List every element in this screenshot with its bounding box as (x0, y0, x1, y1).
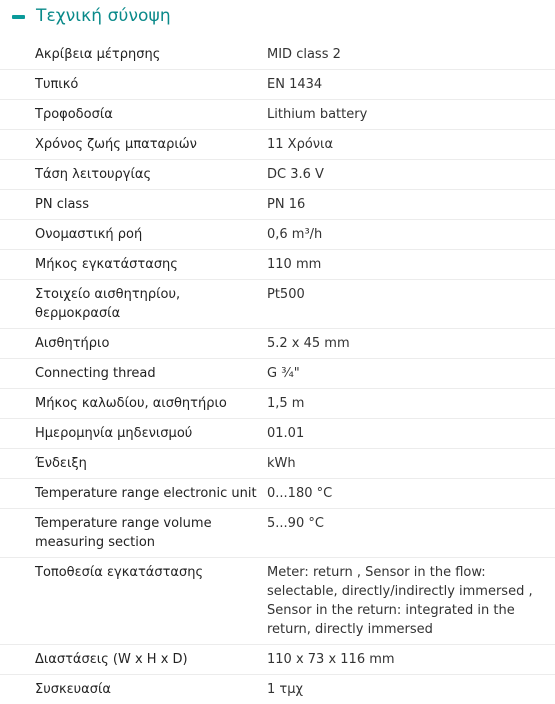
spec-label: Ακρίβεια μέτρησης (35, 47, 161, 62)
spec-value: 110 x 73 x 116 mm (267, 652, 395, 667)
spec-label: Τάση λειτουργίας (35, 167, 152, 182)
spec-row (0, 558, 555, 645)
spec-row (0, 509, 555, 558)
spec-label: Συσκευασία (35, 682, 111, 697)
spec-label: Στοιχείο αισθητηρίου, θερμοκρασία (35, 287, 181, 321)
spec-row (0, 479, 555, 509)
spec-row (0, 419, 555, 449)
spec-label: Temperature range volume measuring section (35, 516, 212, 550)
spec-row (0, 645, 555, 675)
spec-label: Μήκος καλωδίου, αισθητήριο (35, 396, 227, 411)
spec-value: MID class 2 (267, 47, 341, 62)
spec-value: 1 τμχ (267, 682, 304, 697)
spec-value: 0...180 °C (267, 486, 333, 501)
spec-value: Pt500 (267, 287, 305, 302)
spec-label: Τοποθεσία εγκατάστασης (35, 565, 204, 580)
spec-label: Τυπικό (35, 77, 79, 92)
spec-row (0, 130, 555, 160)
spec-label: Ένδειξη (35, 456, 87, 471)
spec-row (0, 329, 555, 359)
minus-icon[interactable] (12, 15, 25, 19)
spec-row (0, 389, 555, 419)
spec-row (0, 160, 555, 190)
spec-value: 01.01 (267, 426, 305, 441)
spec-row (0, 100, 555, 130)
spec-value: G ¾" (267, 366, 300, 381)
spec-value: 110 mm (267, 257, 322, 272)
spec-value: 11 Χρόνια (267, 137, 334, 152)
spec-label: Ημερομηνία μηδενισμού (35, 426, 193, 441)
spec-label: Μήκος εγκατάστασης (35, 257, 178, 272)
spec-label: Temperature range electronic unit (35, 486, 257, 501)
spec-value: 5...90 °C (267, 516, 324, 531)
spec-value: 5.2 x 45 mm (267, 336, 350, 351)
spec-row (0, 40, 555, 70)
spec-value: Lithium battery (267, 107, 368, 122)
spec-label: Αισθητήριο (35, 336, 110, 351)
specs-table (0, 40, 555, 704)
technical-summary-header[interactable] (0, 0, 555, 34)
spec-label: Διαστάσεις (W x H x D) (35, 652, 188, 667)
spec-label: Ονομαστική ροή (35, 227, 143, 242)
spec-value: Meter: return , Sensor in the flow: selectable, directly/indirectly immersed , Sensor in the return: integrated in the return, directly immersed (267, 565, 533, 637)
spec-row (0, 250, 555, 280)
spec-label: Χρόνος ζωής μπαταριών (35, 137, 197, 152)
spec-label: Connecting thread (35, 366, 156, 381)
spec-row (0, 190, 555, 220)
spec-row (0, 675, 555, 704)
spec-row (0, 70, 555, 100)
spec-row (0, 220, 555, 250)
spec-value: kWh (267, 456, 296, 471)
spec-value: PN 16 (267, 197, 306, 212)
spec-row (0, 280, 555, 329)
spec-value: DC 3.6 V (267, 167, 324, 182)
section-title: Τεχνική σύνοψη (36, 6, 171, 26)
spec-value: 1,5 m (267, 396, 305, 411)
spec-value: 0,6 m³/h (267, 227, 323, 242)
spec-label: Τροφοδοσία (35, 107, 113, 122)
spec-row (0, 359, 555, 389)
spec-row (0, 449, 555, 479)
spec-label: PN class (35, 197, 89, 212)
spec-value: EN 1434 (267, 77, 323, 92)
